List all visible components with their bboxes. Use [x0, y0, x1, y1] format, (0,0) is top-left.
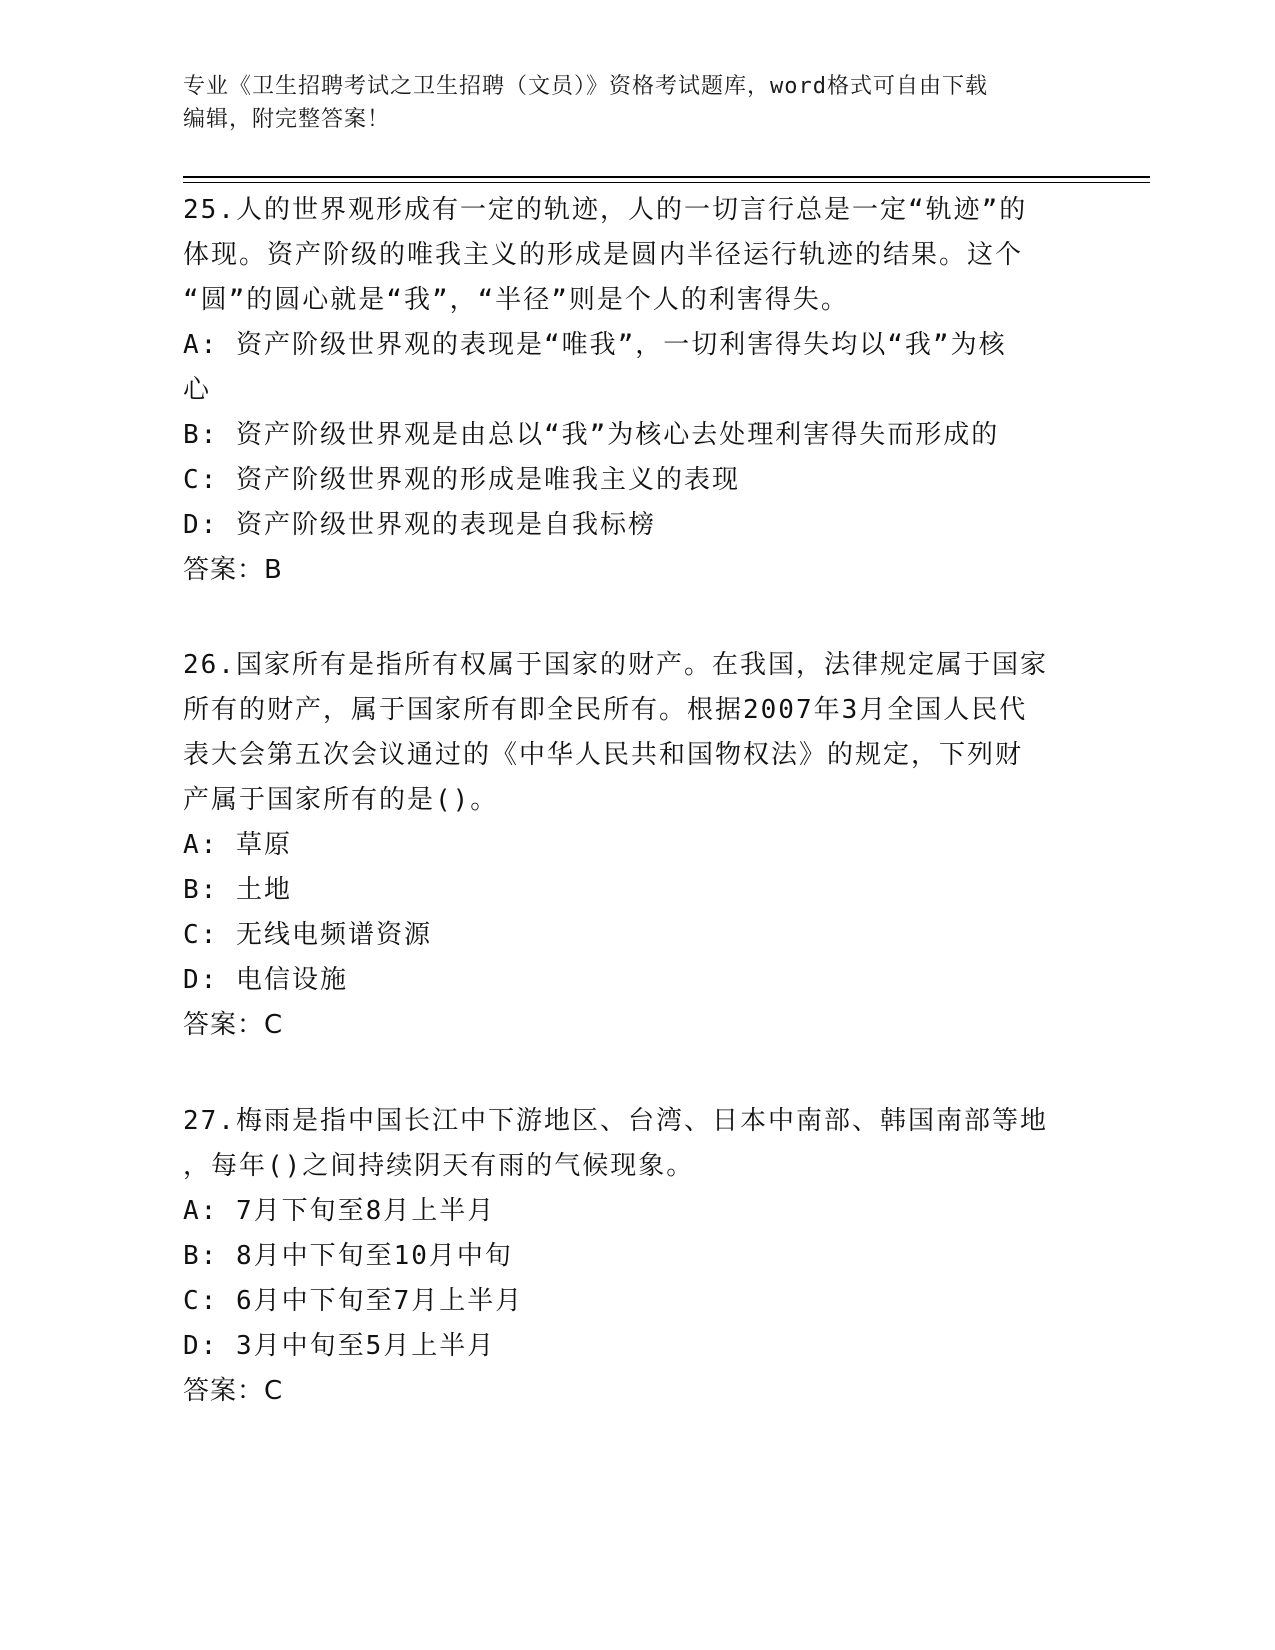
document-header [183, 70, 1083, 136]
option-a-continued: 心 [183, 375, 212, 405]
question-stem-line: 25.人的世界观形成有一定的轨迹，人的一切言行总是一定“轨迹”的 [183, 195, 1028, 225]
question-25 [183, 188, 1073, 593]
option-a: A: 7月下旬至8月上半月 [183, 1196, 496, 1226]
option-b: B: 土地 [183, 875, 292, 905]
question-stem-line: 26.国家所有是指所有权属于国家的财产。在我国，法律规定属于国家 [183, 650, 1048, 680]
question-26 [183, 643, 1073, 1048]
option-d: D: 电信设施 [183, 965, 348, 995]
question-stem-line: 体现。资产阶级的唯我主义的形成是圆内半径运行轨迹的结果。这个 [183, 240, 1024, 270]
question-stem-line: 所有的财产，属于国家所有即全民所有。根据2007年3月全国人民代 [183, 695, 1028, 725]
question-27 [183, 1099, 1073, 1414]
option-d: D: 资产阶级世界观的表现是自我标榜 [183, 510, 656, 540]
header-divider-thick [183, 176, 1150, 178]
option-b: B: 资产阶级世界观是由总以“我”为核心去处理利害得失而形成的 [183, 420, 1000, 450]
header-divider-thin [183, 182, 1150, 183]
question-stem-line: 27.梅雨是指中国长江中下游地区、台湾、日本中南部、韩国南部等地 [183, 1106, 1048, 1136]
option-a: A: 资产阶级世界观的表现是“唯我”，一切利害得失均以“我”为核 [183, 330, 1007, 360]
option-c: C: 资产阶级世界观的形成是唯我主义的表现 [183, 465, 740, 495]
question-stem-line: 表大会第五次会议通过的《中华人民共和国物权法》的规定，下列财 [183, 740, 1024, 770]
question-stem-line: ，每年()之间持续阴天有雨的气候现象。 [183, 1151, 695, 1181]
header-line-2: 编辑，附完整答案！ [183, 107, 391, 132]
header-line-1: 专业《卫生招聘考试之卫生招聘（文员）》资格考试题库，word格式可自由下载 [183, 74, 988, 99]
answer: 答案：B [183, 555, 283, 585]
option-c: C: 无线电频谱资源 [183, 920, 432, 950]
question-stem-line: “圆”的圆心就是“我”，“半径”则是个人的利害得失。 [183, 285, 849, 315]
option-c: C: 6月中下旬至7月上半月 [183, 1286, 524, 1316]
answer: 答案：C [183, 1010, 284, 1040]
option-d: D: 3月中旬至5月上半月 [183, 1331, 496, 1361]
question-stem-line: 产属于国家所有的是()。 [183, 785, 499, 815]
option-b: B: 8月中下旬至10月中旬 [183, 1241, 513, 1271]
answer: 答案：C [183, 1376, 284, 1406]
option-a: A: 草原 [183, 830, 292, 860]
